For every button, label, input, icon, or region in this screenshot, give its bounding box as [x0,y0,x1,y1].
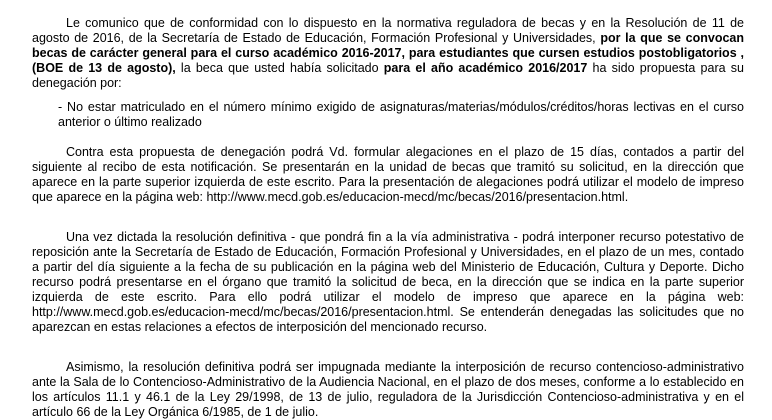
denial-reason: - No estar matriculado en el número mínimo exigido de asignaturas/materias/módulos/créditos/horas lectivas en el curso anterior o último realizado [58,100,744,129]
intro-text-2: la beca que usted había solicitado [175,61,384,75]
appeal-paragraph: Una vez dictada la resolución definitiva - que pondrá fin a la vía administrativa - podrá interponer recurso potestativo de reposición ante la Secretaría de Estado de Educación, Formación Profesional y Universidades, en el plazo de un mes, contado a partir del día siguiente a la fecha de su publicación en la página web del Ministerio de Educación, Cultura y Deporte. Dicho recurso podrá presentarse en el órgano que tramitó la solicitud de beca, en la dirección que se indica en la parte superior izquierda de este escrito. Para ello podrá utilizar el modelo de impreso que aparece en la página web: http://www.mecd.gob.es/educacion-mecd/mc/becas/2016/presentacion.html. Se entenderán denegadas las solicitudes que no aparezcan en estas relaciones a efectos de interposición del mencionado recurso. [32,230,744,334]
convocatoria-reference: por la que se convocan becas de carácter general para el curso académico 2016-2017, para estudiantes que cursen estudios postobligatorios , (BOE de 13 de agosto), [32,31,744,75]
letter-body [32,16,744,420]
intro-text-3: ha sido propuesta para su denegación por: [32,61,744,90]
intro-text-1: Le comunico que de conformidad con lo dispuesto en la normativa reguladora de becas y en la Resolución de 11 de agosto de 2016, de la Secretaría de Estado de Educación, Formación Profesional y Universidades, [32,16,744,45]
academic-year: para el año académico 2016/2017 [383,61,588,75]
allegations-paragraph: Contra esta propuesta de denegación podrá Vd. formular alegaciones en el plazo de 15 días, contados a partir del siguiente al recibo de esta notificación. Se presentarán en la unidad de becas que tramitó su solicitud, en la dirección que aparece en la parte superior izquierda de este escrito. Para la presentación de alegaciones podrá utilizar el modelo de impreso que aparece en la página web: http://www.mecd.gob.es/educacion-mecd/mc/becas/2016/presentacion.html. [32,145,744,204]
intro-paragraph [32,16,744,91]
contentious-appeal-paragraph: Asimismo, la resolución definitiva podrá ser impugnada mediante la interposición de recurso contencioso-administrativo ante la Sala de lo Contencioso-Administrativo de la Audiencia Nacional, en el plazo de dos meses, conforme a lo establecido en los artículos 11.1 y 46.1 de la Ley 29/1998, de 13 de julio, reguladora de la Jurisdicción Contencioso-administrativa y en el artículo 66 de la Ley Orgánica 6/1985, de 1 de julio. [32,360,744,419]
